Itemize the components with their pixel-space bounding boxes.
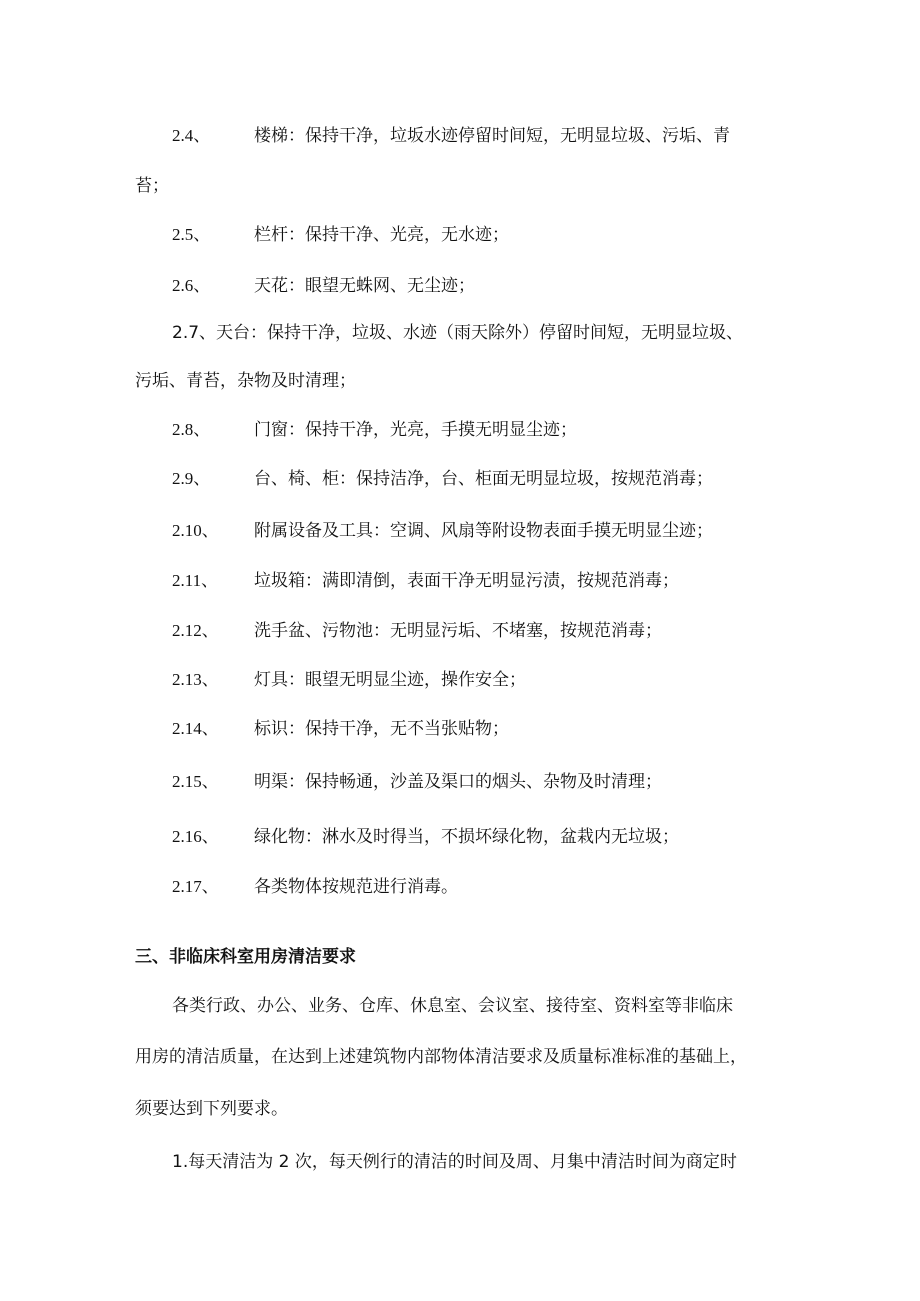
item-number: 2.4、 [172, 126, 211, 145]
item-number: 2.15、 [172, 772, 219, 791]
item-number: 2.5、 [172, 225, 211, 244]
item-text-continuation: 苔； [135, 176, 169, 196]
item-text: 楼梯：保持干净，垃坂水迹停留时间短，无明显垃圾、污垢、青 [254, 126, 730, 146]
item-2-7-line1: 2.7、天台：保持干净，垃圾、水迹（雨天除外）停留时间短，无明显垃圾、 [172, 323, 744, 343]
item-number: 2.14、 [172, 719, 219, 738]
paragraph-line: 须要达到下列要求。 [135, 1099, 288, 1119]
item-number: 2.12、 [172, 621, 219, 640]
paragraph-line: 各类行政、办公、业务、仓库、休息室、会议室、接待室、资料室等非临床 [172, 996, 733, 1016]
item-number: 2.10、 [172, 521, 219, 540]
item-text: 门窗：保持干净，光亮，手摸无明显尘迹； [254, 420, 577, 440]
item-number: 2.9、 [172, 469, 211, 488]
list-item-1: 1.每天清洁为 2 次，每天例行的清洁的时间及周、月集中清洁时间为商定时 [172, 1152, 737, 1172]
item-text: 洗手盆、污物池：无明显污垢、不堵塞，按规范消毒； [254, 621, 662, 641]
item-number: 2.17、 [172, 877, 219, 896]
paragraph-line: 用房的清洁质量，在达到上述建筑物内部物体清洁要求及质量标准标准的基础上， [135, 1047, 747, 1067]
item-text: 垃圾箱：满即清倒，表面干净无明显污渍，按规范消毒； [254, 571, 679, 591]
item-number: 2.16、 [172, 827, 219, 846]
section-heading: 三、非临床科室用房清洁要求 [135, 947, 356, 967]
item-text: 栏杆：保持干净、光亮，无水迹； [254, 225, 509, 245]
item-text: 标识：保持干净，无不当张贴物； [254, 719, 509, 739]
item-text: 各类物体按规范进行消毒。 [254, 877, 458, 897]
item-number: 2.8、 [172, 420, 211, 439]
item-text: 附属设备及工具：空调、风扇等附设物表面手摸无明显尘迹； [254, 521, 713, 541]
item-text: 绿化物：淋水及时得当，不损坏绿化物，盆栽内无垃圾； [254, 827, 679, 847]
item-number: 2.6、 [172, 276, 211, 295]
item-text: 灯具：眼望无明显尘迹，操作安全； [254, 670, 526, 690]
item-number: 2.13、 [172, 670, 219, 689]
item-text: 台、椅、柜：保持洁净，台、柜面无明显垃圾，按规范消毒； [254, 469, 713, 489]
item-number: 2.11、 [172, 571, 219, 590]
item-text: 明渠：保持畅通，沙盖及渠口的烟头、杂物及时清理； [254, 772, 662, 792]
item-text: 天花：眼望无蛛网、无尘迹； [254, 276, 475, 296]
item-2-7-line2: 污垢、青苔，杂物及时清理； [135, 371, 356, 391]
